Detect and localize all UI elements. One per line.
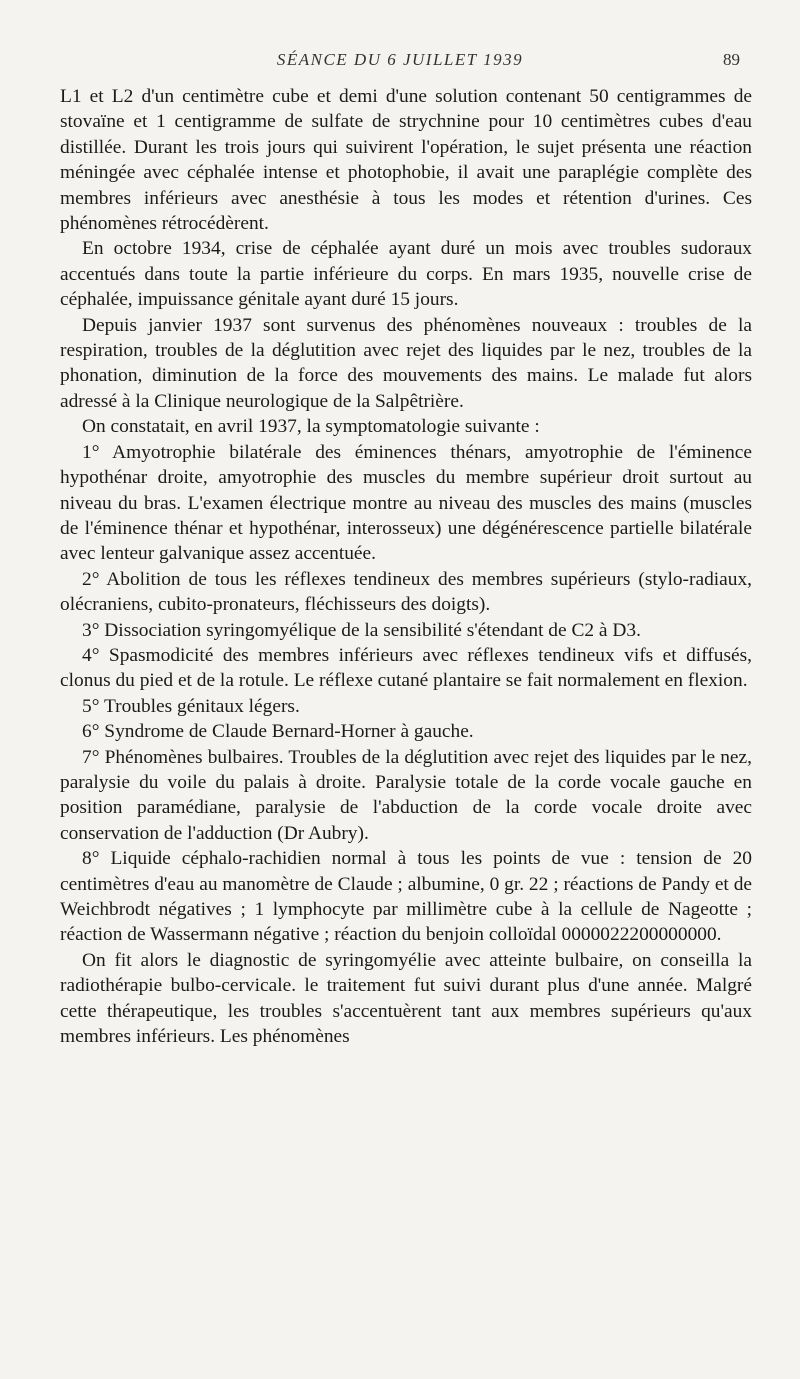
list-item-1: 1° Amyotrophie bilatérale des éminences thénars, amyotrophie de l'éminence hypothénar droite, amyotrophie des muscles du membre supérieur droit surtout au niveau du bras. L'examen électrique montre au niveau des muscles des mains (muscles de l'éminence thénar et hypothénar, interosseux) une dégénérescence partielle bilatérale avec lenteur galvanique assez accentuée.	[60, 441, 752, 565]
running-title: SÉANCE DU 6 JUILLET 1939	[276, 50, 524, 69]
list-item-6: 6° Syndrome de Claude Bernard-Horner à gauche.	[82, 721, 474, 743]
paragraph-continuation: L1 et L2 d'un centimètre cube et demi d'une solution contenant 50 centigrammes de stovaïne et 1 centigramme de sulfate de strychnine pour 10 centimètres cubes d'eau distillée. Durant les trois jours qui suivirent l'opération, le sujet présenta une réaction méningée avec céphalée intense et photophobie, il avait une paraplégie complète des membres inférieurs avec anesthésie à tous les modes et rétention d'urines. Ces phénomènes rétrocédèrent.	[60, 86, 752, 235]
paragraph: On fit alors le diagnostic de syringomyélie avec atteinte bulbaire, on conseilla la radiothérapie bulbo-cervicale. le traitement fut suivi durant plus d'une année. Malgré cette thérapeutique, les troubles s'accentuèrent tant aux membres supérieurs qu'aux membres inférieurs. Les phénomènes	[60, 949, 752, 1048]
list-item-4: 4° Spasmodicité des membres inférieurs avec réflexes tendineux vifs et diffusés, clonus du pied et de la rotule. Le réflexe cutané plantaire se fait normalement en flexion.	[60, 644, 752, 692]
paragraph: On constatait, en avril 1937, la symptomatologie suivante :	[82, 416, 540, 438]
list-item-5: 5° Troubles génitaux légers.	[82, 695, 300, 717]
list-item-2: 2° Abolition de tous les réflexes tendineux des membres supérieurs (stylo-radiaux, olécraniens, cubito-pronateurs, fléchisseurs des doigts).	[60, 568, 752, 616]
list-item-3: 3° Dissociation syringomyélique de la sensibilité s'étendant de C2 à D3.	[82, 619, 641, 641]
body-text	[60, 84, 752, 1049]
page-number: 89	[723, 50, 740, 69]
list-item-8: 8° Liquide céphalo-rachidien normal à tous les points de vue : tension de 20 centimètres d'eau au manomètre de Claude ; albumine, 0 gr. 22 ; réactions de Pandy et de Weichbrodt négatives ; 1 lymphocyte par millimètre cube à la cellule de Nageotte ; réaction de Wassermann négative ; réaction du benjoin colloïdal 0000022200000000.	[60, 848, 752, 946]
paragraph: En octobre 1934, crise de céphalée ayant duré un mois avec troubles sudoraux accentués dans toute la partie inférieure du corps. En mars 1935, nouvelle crise de céphalée, impuissance génitale ayant duré 15 jours.	[60, 238, 752, 311]
running-header	[0, 50, 800, 74]
paragraph: Depuis janvier 1937 sont survenus des phénomènes nouveaux : troubles de la respiration, troubles de la déglutition avec rejet des liquides par le nez, troubles de la phonation, diminution de la force des mouvements des mains. Le malade fut alors adressé à la Clinique neurologique de la Salpêtrière.	[60, 314, 752, 412]
list-item-7: 7° Phénomènes bulbaires. Troubles de la déglutition avec rejet des liquides par le nez, paralysie du voile du palais à droite. Paralysie totale de la corde vocale gauche en position paramédiane, paralysie de l'abduction de la corde vocale droite avec conservation de l'adduction (Dr Aubry).	[60, 746, 752, 844]
